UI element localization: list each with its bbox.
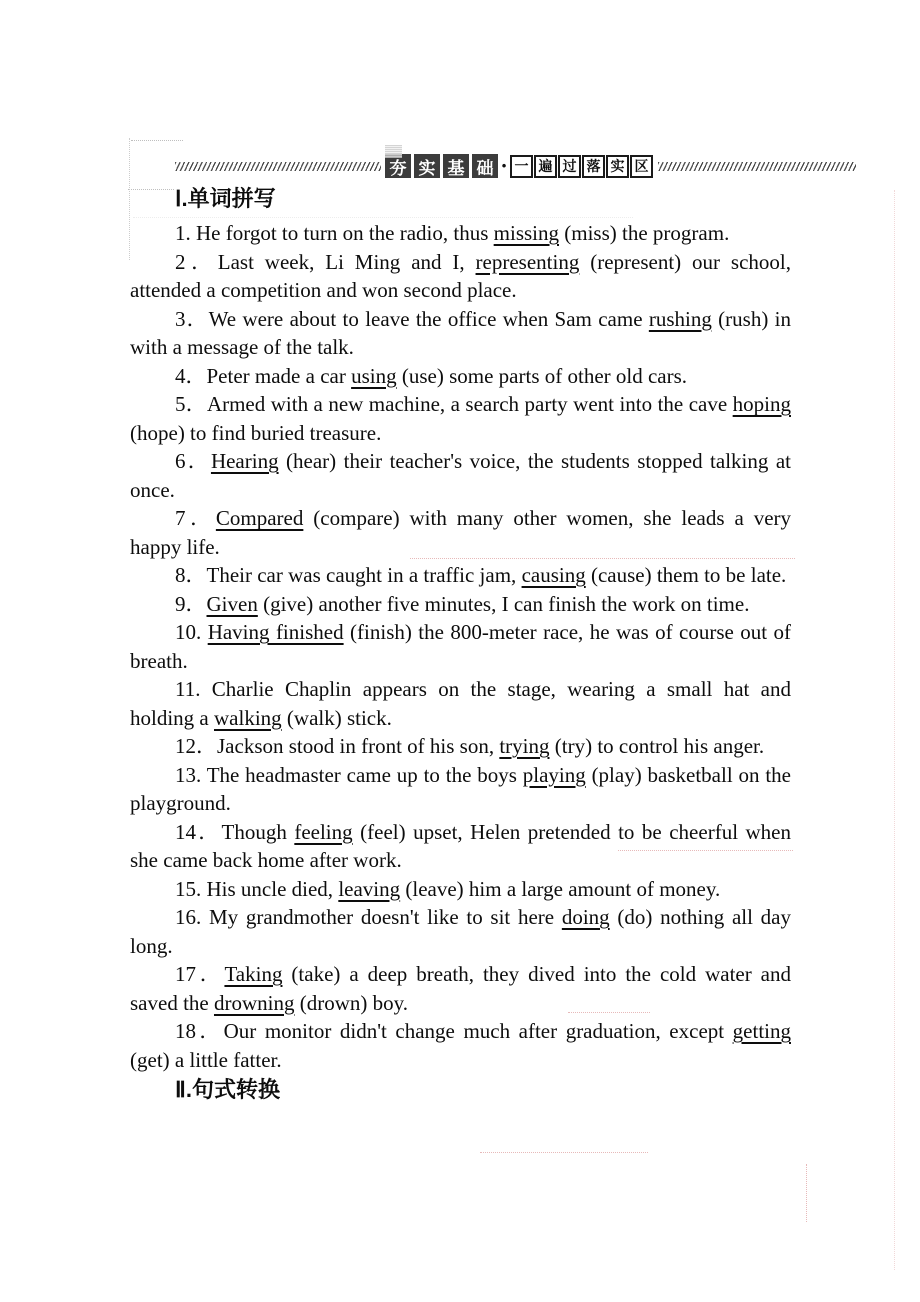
sentence-text: 8．Their car was caught in a traffic jam, (175, 563, 522, 587)
sentence-text: (cause) them to be late. (585, 563, 787, 587)
sentence-text: (try) to control his anger. (549, 734, 765, 758)
hatch-line-left (175, 162, 381, 171)
exercise-item (130, 875, 791, 904)
exercise-item (130, 305, 791, 362)
sentence-text: (walk) stick. (281, 705, 392, 730)
sentence-text: 11. Charlie Chaplin appears on the stage, wearing a small hat and holding a (130, 677, 791, 730)
sentence-text: (give) another five minutes, I can finish the work on time. (257, 591, 750, 616)
worksheet-content (130, 186, 791, 1103)
scan-artifact (480, 1152, 648, 1153)
sentence-text: (do) nothing all day long. (130, 905, 792, 958)
answer-blank: representing (475, 249, 580, 274)
banner-light-char: 实 (606, 155, 629, 178)
scan-artifact (806, 1164, 807, 1222)
sentence-text: 13. The headmaster came up to the boys (175, 762, 523, 787)
exercise-item (130, 818, 791, 875)
banner-dark-char: 基 (443, 154, 469, 178)
section-banner (175, 152, 856, 180)
sentence-text: (get) a little fatter. (130, 1047, 282, 1072)
sentence-text: (represent) our school, attended a competition and won second place. (130, 249, 791, 302)
sentence-text: (miss) the program. (559, 221, 730, 245)
sentence-text: (leave) him a large amount of money. (400, 876, 721, 901)
banner-light-char: 过 (558, 155, 581, 178)
sentence-text: (compare) with many other women, she leads a very happy life. (130, 506, 792, 559)
exercise-item (130, 447, 791, 504)
exercise-item (130, 960, 791, 1017)
sentence-text: 7． (175, 506, 216, 530)
answer-blank: rushing (648, 306, 712, 331)
sentence-text: 2．Last week, Li Ming and I, (175, 249, 476, 274)
exercise-item (130, 618, 791, 675)
banner-light-char: 遍 (534, 155, 557, 178)
sentence-text: (take) a deep breath, they dived into the cold water and saved the (130, 962, 792, 1015)
answer-blank: causing (521, 563, 586, 587)
answer-blank: Compared (215, 506, 304, 530)
sentence-text: 15. His uncle died, (175, 876, 339, 901)
answer-blank: trying (499, 734, 550, 758)
scan-artifact (131, 140, 183, 141)
banner-light-char: 落 (582, 155, 605, 178)
sentence-text: 12．Jackson stood in front of his son, (175, 734, 500, 758)
exercise-item (130, 390, 791, 447)
sentence-text: 17． (175, 962, 225, 986)
checker-artifact (385, 145, 402, 158)
sentence-text: 5．Armed with a new machine, a search party went into the cave (175, 392, 733, 416)
sentence-text: 3．We were about to leave the office when Sam came (175, 306, 649, 331)
answer-blank: Given (206, 591, 258, 616)
sentence-text: 10. (175, 620, 208, 644)
banner-dark-char: 夯 (385, 154, 411, 178)
sentence-text: (feel) upset, Helen pretended to be cheerful when she came back home after work. (130, 819, 792, 872)
banner-light-char: 一 (510, 155, 533, 178)
sentence-text: (hear) their teacher's voice, the students stopped talking at once. (130, 449, 791, 502)
answer-blank: missing (493, 221, 560, 245)
sentence-text: (hope) to find buried treasure. (130, 420, 382, 445)
answer-blank: walking (214, 705, 282, 730)
answer-blank: using (351, 363, 397, 388)
answer-blank: hoping (732, 392, 791, 416)
banner-light-group (510, 155, 653, 178)
exercise-item (130, 362, 791, 391)
answer-blank: doing (561, 905, 610, 929)
answer-blank: feeling (294, 819, 353, 844)
banner-dark-char: 实 (414, 154, 440, 178)
exercise-item (130, 903, 791, 960)
answer-blank: playing (522, 762, 586, 787)
exercise-item (130, 248, 791, 305)
exercise-item (130, 761, 791, 818)
sentence-text: 16. My grandmother doesn't like to sit here (175, 905, 562, 929)
exercise-item (130, 504, 791, 561)
scan-artifact (894, 190, 895, 1270)
banner-dark-char: 础 (472, 154, 498, 178)
exercise-item (130, 675, 791, 732)
answer-blank: getting (732, 1019, 791, 1043)
section1-heading: Ⅰ.单词拼写 (175, 186, 276, 211)
sentence-text: 4．Peter made a car (175, 363, 352, 388)
banner-light-char: 区 (630, 155, 653, 178)
sentence-text: (use) some parts of other old cars. (396, 363, 688, 388)
exercise-list (130, 219, 791, 1074)
section2-heading: Ⅱ.句式转换 (175, 1077, 280, 1102)
answer-blank: drowning (213, 990, 295, 1015)
exercise-item (130, 590, 791, 619)
sentence-text: 14．Though (175, 819, 295, 844)
sentence-text: (drown) boy. (294, 990, 409, 1015)
sentence-text: (finish) the 800-meter race, he was of course out of breath. (130, 620, 792, 673)
exercise-item (130, 561, 791, 590)
exercise-item (130, 732, 791, 761)
sentence-text: 9． (175, 591, 207, 616)
answer-blank: Hearing (210, 449, 279, 473)
hatch-line-right (658, 162, 856, 171)
answer-blank: Taking (224, 962, 283, 986)
banner-separator-dot: · (500, 153, 508, 178)
exercise-item (130, 219, 791, 248)
answer-blank: Having finished (207, 620, 344, 644)
sentence-text: 18．Our monitor didn't change much after graduation, except (175, 1019, 733, 1043)
sentence-text: 1. He forgot to turn on the radio, thus (175, 221, 494, 245)
sentence-text: (rush) in with a message of the talk. (130, 306, 791, 359)
answer-blank: leaving (338, 876, 401, 901)
sentence-text: 6． (175, 449, 211, 473)
exercise-item (130, 1017, 791, 1074)
sentence-text: (play) basketball on the playground. (130, 762, 791, 815)
